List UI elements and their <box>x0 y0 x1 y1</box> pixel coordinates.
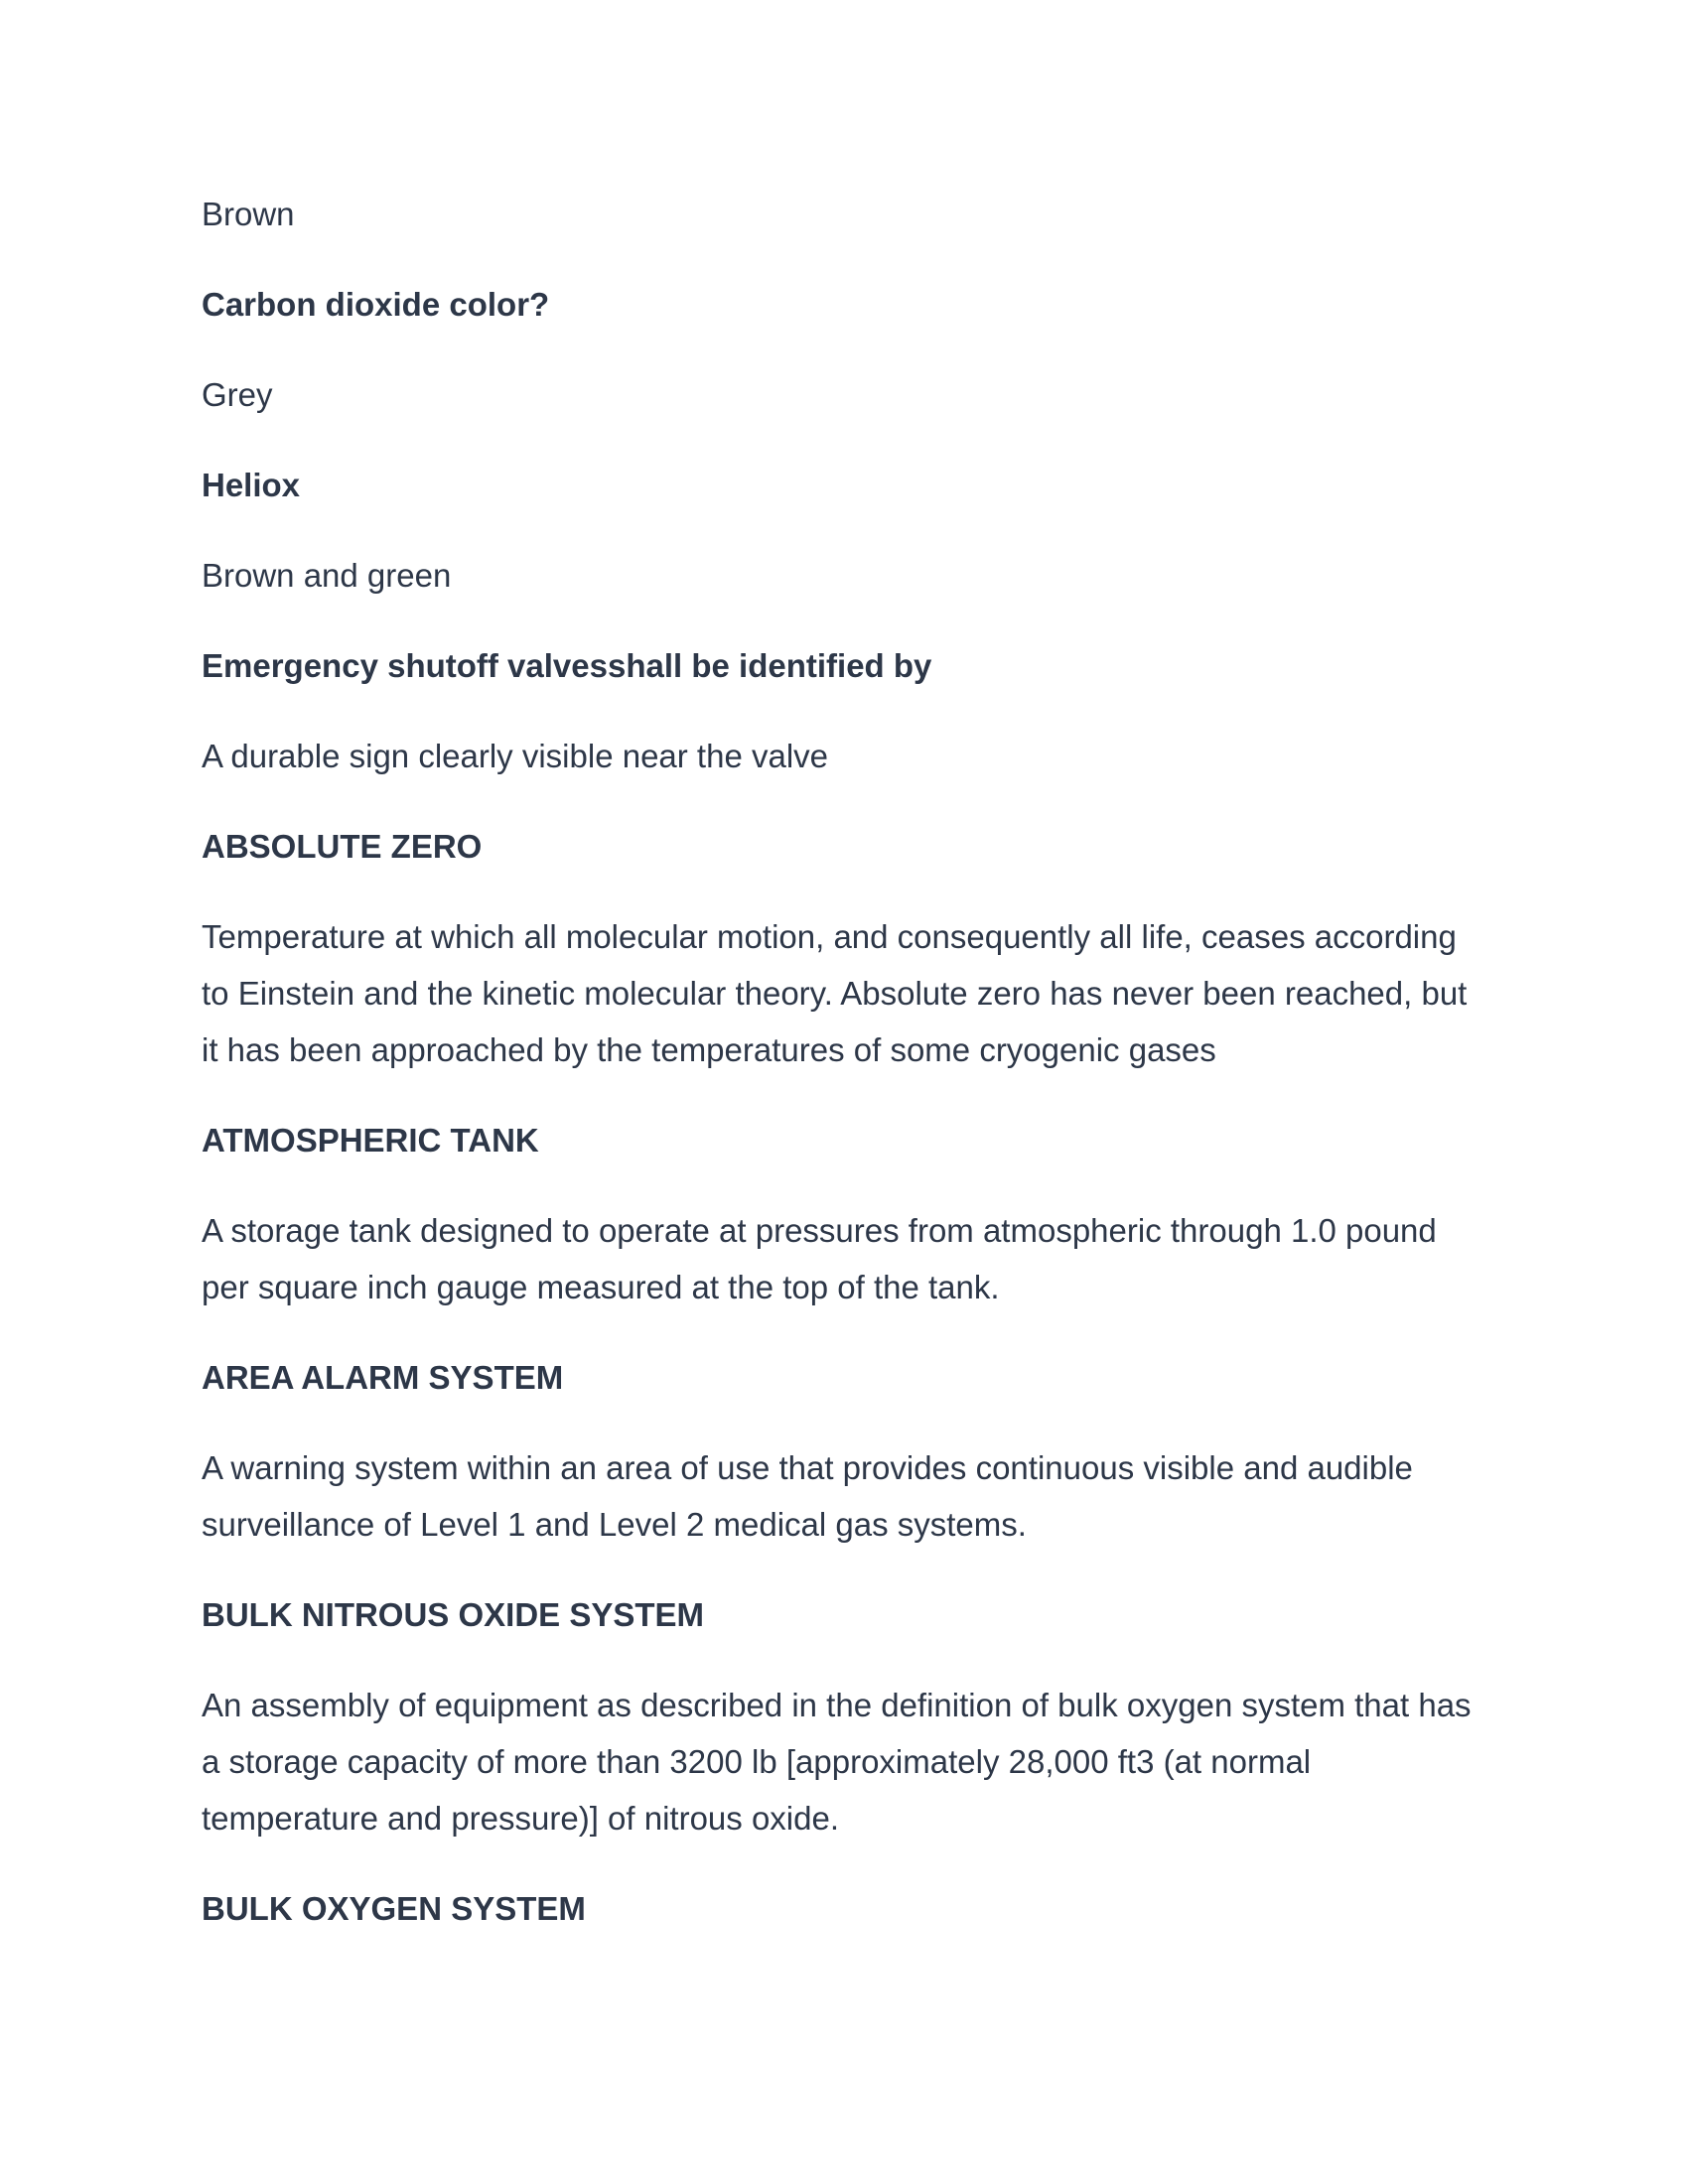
term-heading: BULK OXYGEN SYSTEM <box>202 1890 586 1927</box>
question-heading: Emergency shutoff valvesshall be identified by <box>202 647 932 684</box>
definition-text: Temperature at which all molecular motion, and consequently all life, ceases according to Einstein and the kinetic molecular theory. Absolute zero has never been reached, but it has been approached by the temperatures of some cryogenic gases <box>202 918 1468 1068</box>
term-heading: BULK NITROUS OXIDE SYSTEM <box>202 1596 705 1633</box>
definition-text: A storage tank designed to operate at pressures from atmospheric through 1.0 pound per square inch gauge measured at the top of the tank. <box>202 1212 1437 1305</box>
answer-text: Grey <box>202 376 273 413</box>
definition-text: A warning system within an area of use that provides continuous visible and audible surveillance of Level 1 and Level 2 medical gas systems. <box>202 1449 1413 1543</box>
term-heading: ABSOLUTE ZERO <box>202 828 483 865</box>
answer-text: Brown and green <box>202 557 452 594</box>
answer-text: A durable sign clearly visible near the valve <box>202 738 829 774</box>
document-body <box>202 186 1482 1937</box>
term-heading: ATMOSPHERIC TANK <box>202 1122 539 1159</box>
question-heading: Carbon dioxide color? <box>202 286 550 323</box>
definition-text: An assembly of equipment as described in the definition of bulk oxygen system that has a storage capacity of more than 3200 lb [approximately 28,000 ft3 (at normal temperature and pressure)] of nitrous oxide. <box>202 1687 1472 1837</box>
answer-text: Brown <box>202 196 295 232</box>
question-heading: Heliox <box>202 467 301 503</box>
term-heading: AREA ALARM SYSTEM <box>202 1359 564 1396</box>
